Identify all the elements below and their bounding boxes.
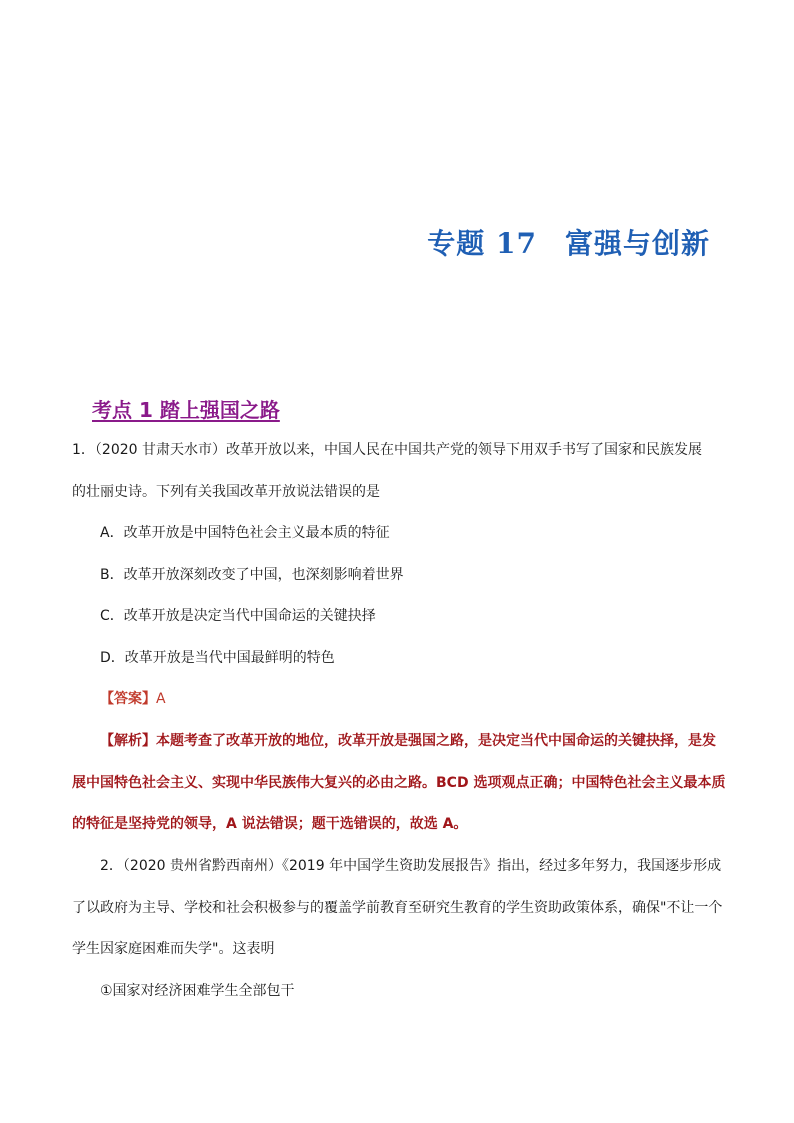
question1-analysis-line3: 的特征是坚持党的领导，A 说法错误；题干选错误的，故选 A。 (72, 816, 468, 832)
page-title (427, 222, 710, 262)
title-number: 17 (496, 227, 537, 260)
question2-item1: ①国家对经济困难学生全部包干 (100, 983, 295, 999)
title-name: 富强与创新 (564, 227, 710, 260)
question1-stem-line2: 的壮丽史诗。下列有关我国改革开放说法错误的是 (72, 484, 380, 500)
question1-option-b: B．改革开放深刻改变了中国，也深刻影响着世界 (100, 567, 404, 583)
question2-stem-line2: 了以政府为主导、学校和社会积极参与的覆盖学前教育至研究生教育的学生资助政策体系，确保"不让一个 (72, 900, 723, 916)
question2-stem-line1: 2．（2020 贵州省黔西南州）《2019 年中国学生资助发展报告》指出，经过多年努力，我国逐步形成 (100, 858, 722, 874)
question1-option-d: D．改革开放是当代中国最鲜明的特色 (100, 650, 335, 666)
question1-option-a: A．改革开放是中国特色社会主义最本质的特征 (100, 525, 390, 541)
question1-option-c: C．改革开放是决定当代中国命运的关键抉择 (100, 608, 376, 624)
question1-analysis-line2: 展中国特色社会主义、实现中华民族伟大复兴的必由之路。BCD 选项观点正确；中国特色社会主义最本质 (72, 775, 726, 791)
answer-label: 【答案】 (100, 691, 156, 707)
section-heading: 考点 1 踏上强国之路 (92, 398, 280, 422)
question1-answer (100, 690, 166, 708)
question2-stem-line3: 学生因家庭困难而失学"。这表明 (72, 941, 275, 957)
question1-analysis-line1: 【解析】本题考查了改革开放的地位，改革开放是强国之路，是决定当代中国命运的关键抉择，是发 (100, 733, 716, 749)
answer-value: A (156, 691, 166, 707)
title-prefix: 专题 (427, 227, 486, 260)
question1-stem-line1: 1．（2020 甘肃天水市）改革开放以来，中国人民在中国共产党的领导下用双手书写了国家和民族发展 (72, 442, 702, 458)
